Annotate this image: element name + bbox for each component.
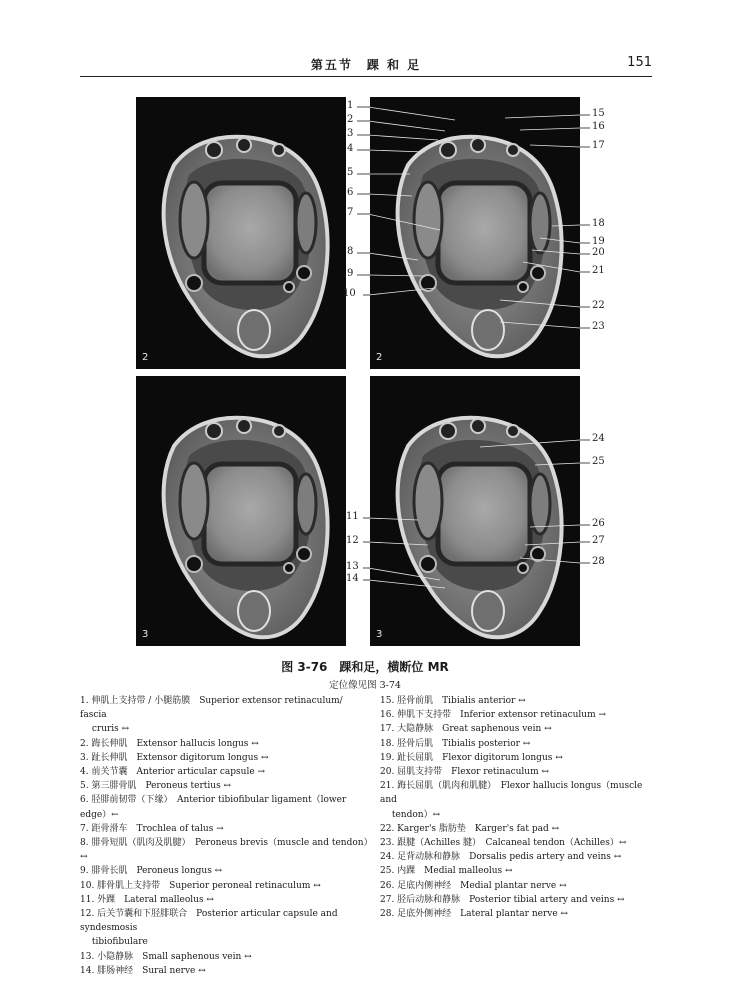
mri-image xyxy=(370,97,580,369)
legend-item: 1. 伸肌上支持带 / 小腿筋膜 Superior extensor retinaculum/ fascia xyxy=(80,696,343,721)
callout-6: 6 xyxy=(347,187,354,198)
legend-item: tibiofibulare xyxy=(80,937,148,948)
mri-image xyxy=(136,97,346,369)
page-header xyxy=(80,54,652,77)
legend-left xyxy=(80,694,372,978)
legend-item: 14. 腓肠神经 Sural nerve ↔ xyxy=(80,965,206,976)
legend-item: 11. 外踝 Lateral malleolus ↔ xyxy=(80,894,214,905)
callout-25: 25 xyxy=(592,456,605,467)
callout-4: 4 xyxy=(347,143,354,154)
legend-item: 7. 距骨滑车 Trochlea of talus → xyxy=(80,823,224,834)
section-title: 第五节 踝 和 足 xyxy=(310,58,422,72)
legend-item: 20. 屈肌支持带 Flexor retinaculum ↔ xyxy=(380,767,550,778)
callout-17: 17 xyxy=(592,140,605,151)
legend-item: 18. 胫骨后肌 Tibialis posterior ↔ xyxy=(380,738,531,749)
callout-2: 2 xyxy=(347,114,354,125)
callout-18: 18 xyxy=(592,218,605,229)
mri-panel-2-annotated xyxy=(370,97,580,369)
callout-5: 5 xyxy=(347,167,354,178)
callout-8: 8 xyxy=(347,246,354,257)
panel-label: 2 xyxy=(376,352,383,363)
callout-16: 16 xyxy=(592,121,605,132)
callout-9: 9 xyxy=(347,268,354,279)
legend-right xyxy=(380,694,662,921)
legend-item: 10. 腓骨肌上支持带 Superior peroneal retinaculum ↔ xyxy=(80,880,321,891)
mri-panel-2-plain xyxy=(136,97,346,369)
legend-item: 15. 胫骨前肌 Tibialis anterior ↔ xyxy=(380,696,526,706)
legend-item: 16. 伸肌下支持带 Inferior extensor retinaculum → xyxy=(380,710,607,721)
callout-19: 19 xyxy=(592,236,605,247)
legend-item: 12. 后关节囊和下胫腓联合 Posterior articular capsule and syndesmosis xyxy=(80,909,338,934)
legend-item: 3. 趾长伸肌 Extensor digitorum longus ↔ xyxy=(80,752,269,763)
legend-item: 24. 足背动脉和静脉 Dorsalis pedis artery and veins ↔ xyxy=(380,852,622,863)
callout-12: 12 xyxy=(346,535,359,546)
mri-panel-3-annotated xyxy=(370,376,580,646)
figure-subcaption: 定位像见图 3-74 xyxy=(329,680,401,691)
callout-14: 14 xyxy=(346,573,359,584)
mri-image xyxy=(370,376,580,646)
callout-22: 22 xyxy=(592,300,605,311)
callout-1: 1 xyxy=(347,100,354,111)
legend-item: 27. 胫后动脉和静脉 Posterior tibial artery and veins ↔ xyxy=(380,894,625,905)
mri-image xyxy=(136,376,346,646)
figure-title: 踝和足，横断位 MR xyxy=(339,660,449,674)
legend-item: cruris ↔ xyxy=(80,724,130,735)
legend-item: 2. 踇长伸肌 Extensor hallucis longus ↔ xyxy=(80,738,259,749)
legend-item: 6. 胫腓前韧带（下缘） Anterior tibiofibular ligament（lower edge）← xyxy=(80,795,347,820)
callout-13: 13 xyxy=(346,561,359,572)
callout-15: 15 xyxy=(592,108,605,119)
legend-item: 23. 跟腱（Achilles 腱） Calcaneal tendon（Achilles）↔ xyxy=(380,838,627,849)
legend-item: 8. 腓骨短肌（肌肉及肌腱） Peroneus brevis（muscle and tendon）↔ xyxy=(80,838,369,863)
figure-caption xyxy=(0,658,730,675)
callout-20: 20 xyxy=(592,247,605,258)
legend-item: 28. 足底外侧神经 Lateral plantar nerve ↔ xyxy=(380,909,569,920)
callout-28: 28 xyxy=(592,556,605,567)
legend-item: 21. 踇长屈肌（肌肉和肌腱） Flexor hallucis longus（muscle and xyxy=(380,781,643,806)
callout-27: 27 xyxy=(592,535,605,546)
legend-item: tendon）↔ xyxy=(380,809,441,820)
callout-23: 23 xyxy=(592,321,605,332)
legend-item: 26. 足底内侧神经 Medial plantar nerve ↔ xyxy=(380,880,567,891)
legend-item: 25. 内踝 Medial malleolus ↔ xyxy=(380,866,513,877)
callout-11: 11 xyxy=(346,511,359,522)
panel-label: 2 xyxy=(142,352,149,363)
legend-item: 9. 腓骨长肌 Peroneus longus ↔ xyxy=(80,866,223,877)
legend-item: 13. 小隐静脉 Small saphenous vein ↔ xyxy=(80,951,252,962)
legend-item: 5. 第三腓骨肌 Peroneus tertius ↔ xyxy=(80,781,232,792)
page-number: 151 xyxy=(627,55,652,70)
legend-item: 22. Karger's 脂肪垫 Karger's fat pad ↔ xyxy=(380,823,560,834)
legend-item: 4. 前关节囊 Anterior articular capsule → xyxy=(80,767,266,778)
callout-24: 24 xyxy=(592,433,605,444)
panel-label: 3 xyxy=(142,629,149,640)
legend-item: 17. 大隐静脉 Great saphenous vein ↔ xyxy=(380,724,552,735)
callout-10: 10 xyxy=(343,288,356,299)
panel-label: 3 xyxy=(376,629,383,640)
callout-7: 7 xyxy=(347,207,354,218)
mri-panel-3-plain xyxy=(136,376,346,646)
legend-item: 19. 趾长屈肌 Flexor digitorum longus ↔ xyxy=(380,752,563,763)
figure-number: 图 3-76 xyxy=(281,660,328,674)
callout-26: 26 xyxy=(592,518,605,529)
callout-21: 21 xyxy=(592,265,605,276)
callout-3: 3 xyxy=(347,128,354,139)
